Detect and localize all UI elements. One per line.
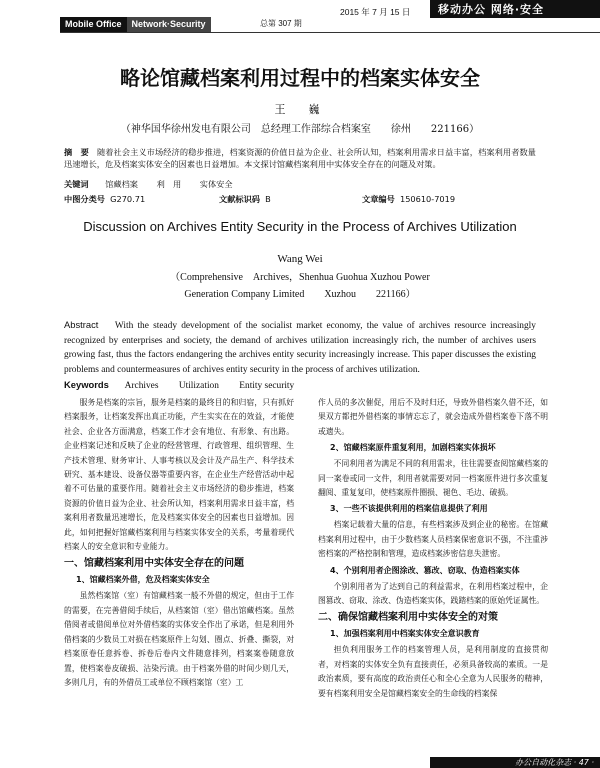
body-paragraph: 虽然档案馆（室）有馆藏档案一般不外借的规定，但由于工作的需要，在完善借阅手续后，从档案馆（室）借出馆藏档案。虽然借阅者或借阅单位对外借档案的实体安全作出了承诺，但是利用外借档案的少数员工对损在档案原件上勾划、圈点、折叠、撕裂，对档案原卷任意拆卷、拆卷后卷内文件随意排列，档案案卷随意放置，使档案卷皮破损、沾染污渍。由于档案外借的时间少则几天，多则几月，有的外借员工或单位不顾档案馆（室）工 — [64, 591, 294, 687]
class-value: G270.71 — [110, 194, 146, 204]
body-paragraph: 个别利用者为了达到自己的利益需求，在利用档案过程中，企图篡改、窃取、涂改、伪造档案实体，践踏档案的原始凭证属性。 — [318, 581, 548, 606]
section-heading: 一、馆藏档案利用中实体安全存在的问题 — [64, 558, 244, 570]
keyword-cn-item: 利 用 — [156, 179, 182, 189]
author-cn: 王 巍 — [274, 103, 326, 116]
section-heading: 二、确保馆藏档案利用中实体安全的对策 — [318, 612, 498, 624]
article-title-en: Discussion on Archives Entity Security in the Process of Archives Utilization — [83, 219, 517, 234]
class-label: 中图分类号 — [64, 194, 105, 204]
section-banner — [430, 0, 600, 18]
issue-number: 总第 307 期 — [260, 19, 302, 28]
body-column-right — [318, 396, 548, 701]
abstract-en-label: Abstract — [64, 319, 99, 330]
subsection-heading: 2、馆藏档案原件重复利用，加剧档案实体损坏 — [330, 443, 496, 453]
body-paragraph: 服务是档案的宗旨，服务是档案的最终目的和归宿，只有抓好档案服务，让档案发挥出真正功能，产生实实在在的效益，才能使社会、企业各方面满意，档案工作才会有地位、有形象、有出路。企业档案记述和反映了企业的经营管理、行政管理、组织管理、生产技术管理、财务审计、人事考核以及会计及产品生产、科学技术研究、基本建设、设备仪器等重要内容，在企业生产经营活动中起着不可估量的重要作用。随着社会主义市场经济的稳步推进，档案资源的价值日益为企业、社会所认知，档案利用需求日益丰富，档案利用者数量迅速增长，危及档案实体安全的因素也日益增加。因此，如何把握好馆藏档案利用与档案实体安全的关系，考量着现代档案人的安全意识和专业能力。 — [64, 398, 294, 552]
page-footer: 办公自动化杂志 · 47 · — [430, 757, 600, 768]
abstract-cn — [64, 147, 536, 170]
keywords-cn — [64, 179, 249, 190]
issue-date: 2015 年 7 月 15 日 — [340, 7, 411, 17]
subsection-heading: 3、一些不该提供利用的档案信息提供了利用 — [330, 504, 488, 514]
keyword-en-item: Entity security — [239, 381, 295, 391]
body-paragraph: 担负利用服务工作的档案管理人员，是利用制度的直接贯彻者，对档案的实体安全负有直接责任，必须具备较高的素质。一是政治素质，要有高度的政治责任心和全心全意为人民服务的精神，要有档案利用安全是馆藏档案安全的生命线的档案保 — [318, 645, 548, 698]
affiliation-en-line: Generation Company Limited Xuzhou 221166） — [184, 289, 416, 300]
body-paragraph: 不同利用者为满足不同的利用需求，往往需要查阅馆藏档案的同一案卷或同一文件，利用者就需要对同一档案原件进行多次重复翻阅、重复复印，使档案原件圈损、褪色、毛边、破损。 — [318, 459, 548, 498]
network-security-tag: Network·Security — [127, 17, 211, 32]
doc-code-value: B — [265, 194, 271, 204]
affiliation-en — [60, 269, 540, 303]
affiliation-cn: （神华国华徐州发电有限公司 总经理工作部综合档案室 徐州 221166） — [120, 124, 480, 135]
keyword-cn-item: 馆藏档案 — [105, 179, 138, 189]
subsection-heading: 4、个别利用者企图涂改、篡改、窃取、伪造档案实体 — [330, 565, 520, 575]
article-no-value: 150610-7019 — [399, 194, 456, 204]
doc-code-label: 文献标识码 — [219, 194, 260, 204]
abstract-cn-label: 摘 要 — [64, 147, 89, 157]
keywords-en — [64, 379, 312, 391]
abstract-cn-text: 随着社会主义市场经济的稳步推进，档案资源的价值日益为企业、社会所认知，档案利用需求日益丰富，档案利用者数量迅速增长，危及档案实体安全的因素也日益增加。本文探讨馆藏档案利用中实体安全存在的问题及对策。 — [64, 147, 536, 169]
section-banner-label: 移动办公 网络·安全 — [438, 3, 545, 16]
keyword-cn-item: 实体安全 — [199, 179, 233, 189]
header-rule — [60, 32, 600, 33]
body-paragraph: 档案记载着大量的信息，有些档案涉及到企业的秘密。在馆藏档案利用过程中，由于少数档案人员档案保密意识不强，不注重涉密档案的严格控制和管理，造成档案涉密信息失泄密。 — [318, 520, 548, 559]
author-en: Wang Wei — [277, 253, 323, 265]
article-no-label: 文章编号 — [362, 194, 395, 204]
article-title-cn: 略论馆藏档案利用过程中的档案实体安全 — [120, 66, 480, 90]
subsection-heading: 1、加强档案利用中档案实体安全意识教育 — [330, 629, 480, 639]
keywords-cn-label: 关键词 — [64, 179, 89, 189]
body-column-left — [64, 396, 294, 690]
mobile-office-tag: Mobile Office — [60, 17, 127, 32]
keywords-en-label: Keywords — [64, 379, 109, 390]
subsection-heading: 1、馆藏档案外借，危及档案实体安全 — [76, 575, 210, 585]
keyword-en-item: Utilization — [178, 381, 219, 391]
abstract-en — [64, 318, 536, 377]
body-paragraph: 作人员的多次催促，用后不及时归还，导致外借档案久借不还，如果双方都把外借档案的事情忘忘了，就会造成外借档案卷下落不明或遗失。 — [318, 398, 548, 436]
affiliation-en-line: （Comprehensive Archives，Shenhua Guohua Xuzhou Power — [170, 272, 430, 283]
abstract-en-text: With the steady development of the socialist market economy, the value of archives resource increasingly recognized by enterprises and society, the demand of archives utilization increasingly rich, the number of archives users growing fast, thus the factors endangering the archives entity security increasingly increase. This paper discusses the existing problems and countermeasures of archives entity security in the process of archives utilization. — [64, 321, 536, 375]
keyword-en-item: Archives — [124, 381, 159, 391]
journal-section-tags — [60, 17, 211, 32]
